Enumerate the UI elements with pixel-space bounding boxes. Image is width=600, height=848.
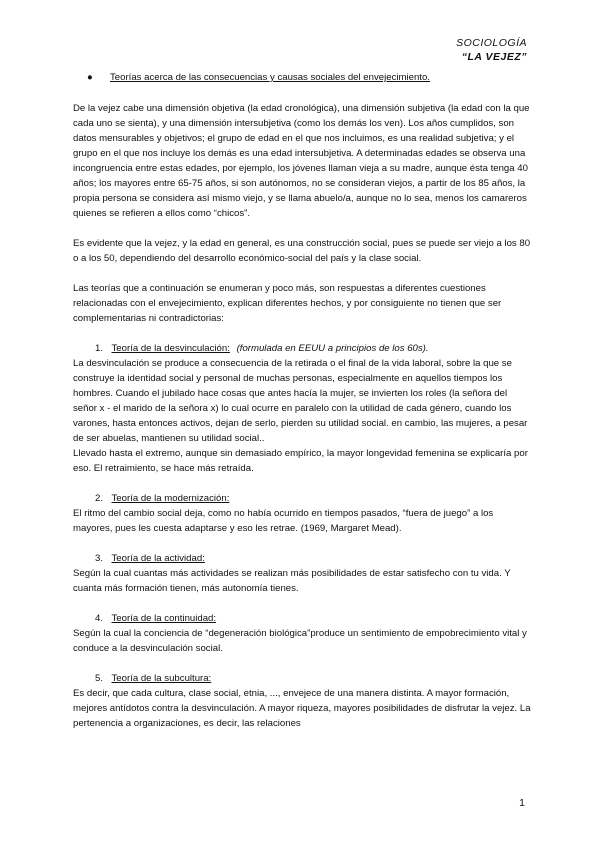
section-heading-modernizacion (73, 491, 533, 506)
section-note: (formulada en EEUU a principios de los 60s). (236, 343, 429, 354)
section-number: 5. (95, 673, 104, 684)
section-body-subcultura (73, 686, 533, 731)
section-title: Teoría de la subcultura: (111, 673, 212, 684)
section-heading-continuidad (73, 611, 533, 626)
bullet-heading (73, 70, 533, 85)
section-heading-subcultura (73, 671, 533, 686)
section-number: 3. (95, 553, 104, 564)
section-body-desvinculacion (73, 356, 533, 476)
bullet-icon: ● (87, 72, 93, 83)
intro-paragraph: De la vejez cabe una dimensión objetiva (la edad cronológica), una dimensión subjetiva (la edad con la que cada uno se sienta), y una dimensión intersubjetiva (como los demás los ven). Los años cumplidos, son datos mensurables y objetivos; el grupo de edad en el que nos incluimos, es una realidad subjetiva; y el grupo en el que nos incluye los demás es una edad intersubjetiva. A determinadas edades se observa una incongruencia entre estas edades, por ejemplo, los jóvenes llaman vieja a su madre, aunque ésta tenga 40 años; los mayores entre 65-75 años, si son autónomos, no se consideran viejos, a partir de los 85 años, la propia persona se considera así mismo viejo, y se llama abuelo/a, aunque no lo sea, menos los camareros quienes se refieren a ellos como “chicos”. (73, 103, 530, 219)
section-body-modernizacion (73, 506, 533, 536)
section-number: 4. (95, 613, 104, 624)
section-paragraph: Según la cual la conciencia de “degeneración biológica”produce un sentimiento de empobrecimiento vital y conduce a la desvinculación social. (73, 628, 527, 654)
intro-paragraph: Es evidente que la vejez, y la edad en general, es una construcción social, pues se puede ser viejo a los 80 o a los 50, dependiendo del desarrollo económico-social del país y la clase social. (73, 238, 531, 264)
page-number: 1 (519, 797, 525, 809)
section-paragraph: Llevado hasta el extremo, aunque sin demasiado empírico, la mayor longevidad femenina se explicaría por eso. El retraimiento, se hace más retraída. (73, 448, 528, 474)
section-heading-desvinculacion (73, 341, 533, 356)
header-title: “LA VEJEZ” (461, 51, 527, 63)
section-number: 2. (95, 493, 104, 504)
section-paragraph: La desvinculación se produce a consecuencia de la retirada o el final de la vida laboral, sobre la que se construye la identidad social y personal de muchas personas, especialmente en aquellos tiempos los hombres. Cuando el jubilado hace cosas que antes hacía la mujer, se invierten los roles (la señora del señor x - el marido de la señora x) lo cual ocurre en paralelo con la utilidad de cada género, cuando los varones, hasta entonces activos, dejan de serlo, pierden su utilidad social. en cambio, las mujeres, a pesar de ser abuelas, mantienen su utilidad social.. (73, 358, 528, 444)
section-paragraph: Según la cual cuantas más actividades se realizan más posibilidades de estar satisfecho con tu vida. Y cuanta más formación tienen, más autonomía tienes. (73, 568, 511, 594)
section-title: Teoría de la continuidad: (111, 613, 217, 624)
document-body (73, 70, 533, 746)
section-paragraph: Es decir, que cada cultura, clase social, etnia, ..., envejece de una manera distinta. A mayor formación, mejores antídotos contra la desvinculación. A mayor riqueza, mayores posibilidades de disfrutar la vejez. La pertenencia a organizaciones, es decir, las relaciones (73, 688, 531, 729)
bullet-heading-text: Teorías acerca de las consecuencias y causas sociales del envejecimiento. (110, 72, 430, 83)
section-paragraph: El ritmo del cambio social deja, como no había ocurrido en tiempos pasados, “fuera de juego” a los mayores, pues les cuesta adaptarse y eso les retrae. (1969, Margaret Mead). (73, 508, 494, 534)
page-header (456, 36, 527, 64)
intro-paragraph: Las teorías que a continuación se enumeran y poco más, son respuestas a diferentes cuestiones relacionadas con el envejecimiento, explican diferentes hechos, y por consiguiente no tienen que ser complementarias ni contradictorias: (73, 283, 502, 324)
section-title: Teoría de la desvinculación: (111, 343, 230, 354)
section-body-actividad (73, 566, 533, 596)
header-subject: SOCIOLOGÍA (456, 37, 527, 49)
section-number: 1. (95, 343, 104, 354)
section-heading-actividad (73, 551, 533, 566)
section-body-continuidad (73, 626, 533, 656)
section-title: Teoría de la modernización: (111, 493, 230, 504)
section-title: Teoría de la actividad: (111, 553, 205, 564)
